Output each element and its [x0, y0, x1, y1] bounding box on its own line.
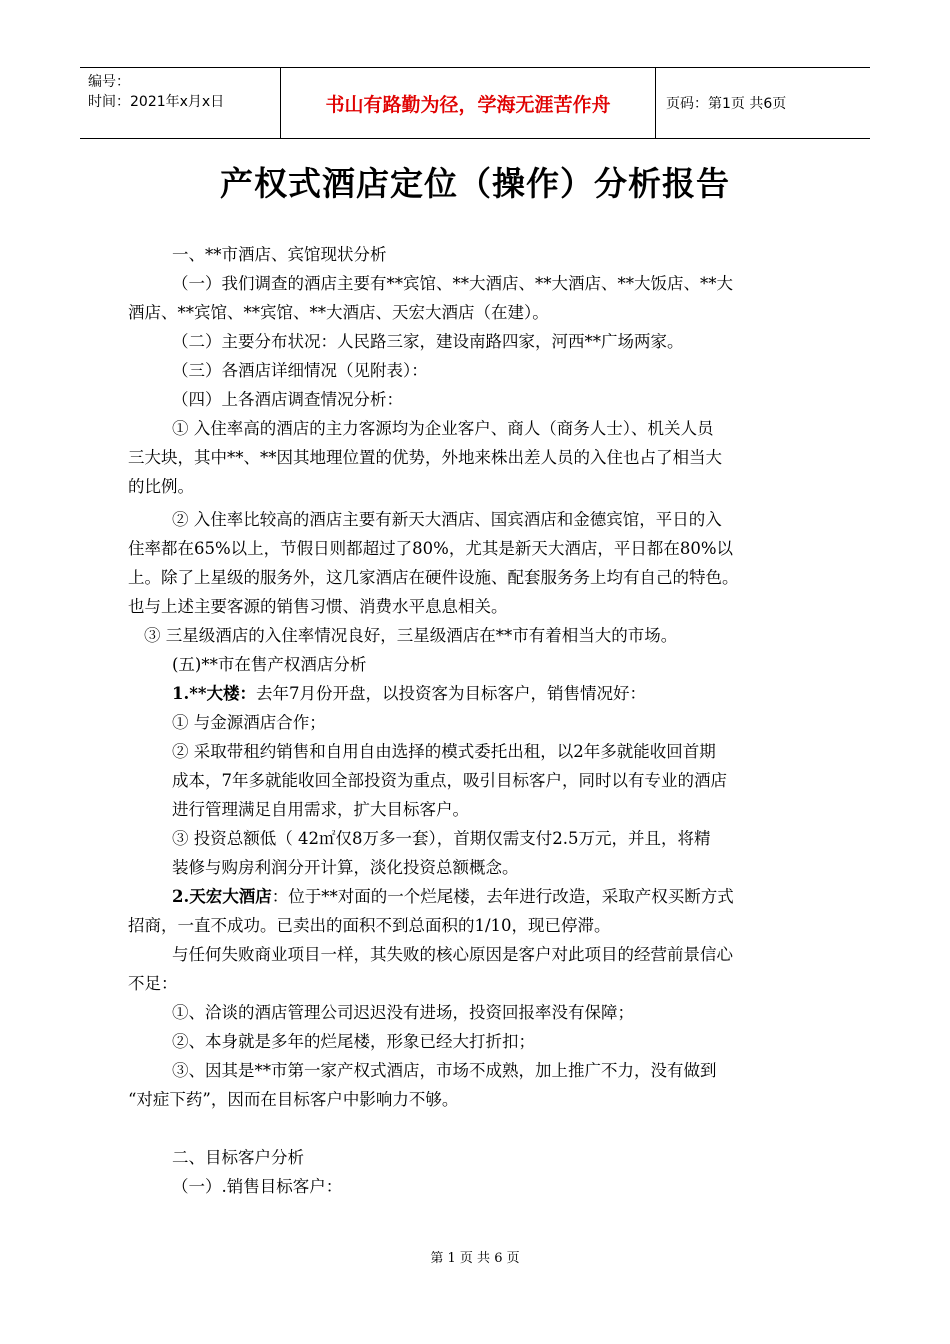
motto: 书山有路勤为径，学海无涯苦作舟	[325, 93, 611, 116]
section-heading: 一、**市酒店、宾馆现状分析	[172, 245, 387, 264]
paragraph-text: 去年7月份开盘，以投资客为目标客户，销售情况好：	[255, 684, 646, 703]
page-label: 页码：第1页 共6页	[666, 96, 787, 112]
spacer	[128, 1114, 828, 1143]
paragraph-text: ：位于**对面的一个烂尾楼，去年进行改造，采取产权买断方式	[271, 887, 734, 906]
list-item: ③ 投资总额低（ 42㎡仅8万多一套），首期仅需支付2.5万元，并且，将精	[172, 829, 711, 848]
list-item: ②、本身就是多年的烂尾楼，形象已经大打折扣；	[172, 1032, 535, 1051]
paragraph: 酒店、**宾馆、**宾馆、**大酒店、天宏大酒店（在建）。	[128, 303, 549, 322]
paragraph: （三）各酒店详细情况（见附表）：	[172, 361, 428, 380]
list-item: ① 与金源酒店合作；	[172, 713, 326, 732]
document-body	[128, 240, 828, 1201]
list-item-continued: 成本，7年多就能收回全部投资为重点，吸引目标客户，同时以有专业的酒店	[172, 771, 727, 790]
paragraph: 三大块，其中**、**因其地理位置的优势，外地来株出差人员的入住也占了相当大	[128, 448, 722, 467]
paragraph: （一）我们调查的酒店主要有**宾馆、**大酒店、**大酒店、**大饭店、**大	[172, 274, 733, 293]
subsection-heading: (五)**市在售产权酒店分析	[172, 655, 367, 674]
paragraph: 住率都在65%以上，节假日则都超过了80%，尤其是新天大酒店，平日都在80%以	[128, 539, 734, 558]
list-item: ①、洽谈的酒店管理公司迟迟没有进场，投资回报率没有保障；	[172, 1003, 634, 1022]
header-left	[80, 68, 280, 138]
document-title: 产权式酒店定位（操作）分析报告	[220, 164, 730, 203]
header-middle	[280, 68, 656, 138]
paragraph: ② 入住率比较高的酒店主要有新天大酒店、国宾酒店和金德宾馆，平日的入	[172, 510, 722, 529]
list-item: ③、因其是**市第一家产权式酒店，市场不成熟，加上推广不力，没有做到	[172, 1061, 717, 1080]
page-footer: 第 1 页 共 6 页	[430, 1251, 520, 1266]
paragraph: （一）.销售目标客户：	[172, 1177, 343, 1196]
paragraph: 与任何失败商业项目一样，其失败的核心原因是客户对此项目的经营前景信心	[172, 945, 733, 964]
time-label: 时间：2021年x月x日	[88, 94, 225, 110]
paragraph: 上。除了上星级的服务外，这几家酒店在硬件设施、配套服务务上均有自己的特色。	[128, 568, 739, 587]
paragraph	[128, 679, 828, 708]
paragraph: 也与上述主要客源的销售习惯、消费水平息息相关。	[128, 597, 508, 616]
section-heading: 二、目标客户分析	[172, 1148, 304, 1167]
paragraph: 的比例。	[128, 477, 194, 496]
list-item-continued: 装修与购房利润分开计算，淡化投资总额概念。	[172, 858, 519, 877]
bold-label: 1.**大楼：	[172, 684, 256, 703]
list-item: ② 采取带租约销售和自用自由选择的模式委托出租，以2年多就能收回首期	[172, 742, 716, 761]
paragraph: 不足：	[128, 974, 178, 993]
paragraph: ③ 三星级酒店的入住率情况良好，三星级酒店在**市有着相当大的市场。	[144, 626, 678, 645]
page-header	[80, 67, 870, 139]
paragraph: ① 入住率高的酒店的主力客源均为企业客户、商人（商务人士）、机关人员	[172, 419, 714, 438]
paragraph: （二）主要分布状况：人民路三家，建设南路四家，河西**广场两家。	[172, 332, 684, 351]
bold-label: 2.天宏大酒店	[172, 887, 272, 906]
paragraph: 招商，一直不成功。已卖出的面积不到总面积的1/10，现已停滞。	[128, 916, 611, 935]
header-right	[656, 68, 870, 138]
paragraph: “对症下药”，因而在目标客户中影响力不够。	[128, 1090, 459, 1109]
list-item-continued: 进行管理满足自用需求，扩大目标客户。	[172, 800, 469, 819]
paragraph: （四）上各酒店调查情况分析：	[172, 390, 403, 409]
paragraph	[128, 882, 828, 911]
serial-label: 编号：	[88, 74, 130, 90]
